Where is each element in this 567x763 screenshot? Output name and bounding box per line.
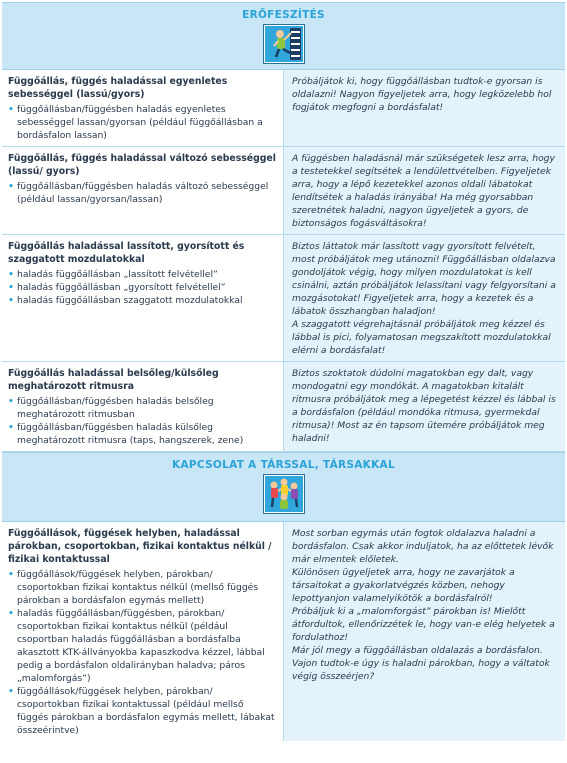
exercise-cell xyxy=(2,147,284,234)
instruction-cell xyxy=(284,235,565,361)
instruction-text: Különösen ügyeljetek arra, hogy ne zavarjátok a társaitokat a gyakorlatvégzés közben, nehogy lepottyanjon valamelyikötök a bordásfalról! xyxy=(292,567,515,604)
instruction-text: A szaggatott végrehajtásnál próbáljátok meg kézzel és lábbal is pici, folyamatosan megszakított mozdulatokkal elérni a bordásfalat! xyxy=(292,319,551,356)
exercise-list xyxy=(8,568,277,737)
instruction-cell xyxy=(284,522,565,741)
exercise-list xyxy=(8,103,277,142)
climbing-wall-icon xyxy=(263,24,305,64)
list-item: • függőállásban/függésben haladás egyenletes sebességgel lassan/gyorsan (például függőállásban a bordásfalon lassan) xyxy=(8,103,277,142)
instruction-cell xyxy=(284,70,565,146)
list-item: • függőállásban/függésben haladás belsőleg meghatározott ritmusban xyxy=(8,395,277,421)
list-item: • függőállásban/függésben haladás külsőleg meghatározott ritmusra (taps, hangszerek, zene) xyxy=(8,421,277,447)
list-item: • haladás függőállásban szaggatott mozdulatokkal xyxy=(8,294,277,307)
table-row xyxy=(2,362,565,452)
section-title: KAPCSOLAT A TÁRSSAL, TÁRSAKKAL xyxy=(172,459,395,471)
instruction-text: Biztos láttatok már lassított vagy gyorsított felvételt, most próbáljátok meg utánozni! Függőállásban oldalazva gondoljátok végig, hogy milyen mozdulatokat is kell csinálni, aztán próbáljátok lelassítani vagy felgyorsítani a mozgásotokat! Figyeljetek arra, hogy a kezetek és a lábatok összhangban haladjon! xyxy=(292,241,556,317)
instruction-text: Már jól megy a függőállásban oldalazás a bordásfalon. Vajon tudtok-e úgy is haladni párokban, hogy a váltatok végig összeérjen? xyxy=(292,645,550,682)
instruction-text: A függésben haladásnál már szükségetek lesz arra, hogy a testetekkel segítsétek a lendülettvételben. Figyeljetek arra, hogy a lépő kezetekkel azonos oldali lábatokat lendítsétek a haladás irányába! Ha még gyorsabban szeretnétek haladni, nagyon ügyeljetek a gyors, de biztonságos fogásváltásokra! xyxy=(292,153,555,229)
instruction-text: Próbáljuk ki a „malomforgást” párokban is! Mielőtt átfordultok, ellenőrizzétek le, hogy van-e elég helyetek a fordulathoz! xyxy=(292,606,555,643)
list-item: • haladás függőállásban „lassított felvétellel” xyxy=(8,268,277,281)
list-item: • függőállások/függések helyben, párokban/ csoportokban fizikai kontaktussal (például mellső függés párokban a bordásfalon egymás mellett, lábakat összeérintve) xyxy=(8,685,277,737)
group-of-children-icon xyxy=(263,474,305,514)
exercise-list xyxy=(8,180,277,206)
instruction-cell xyxy=(284,362,565,451)
list-item: • függőállásban/függésben haladás változó sebességgel (például lassan/gyorsan/lassan) xyxy=(8,180,277,206)
instruction-text: Most sorban egymás után fogtok oldalazva haladni a bordásfalon. Csak akkor induljatok, ha az előttetek lévők már elmentek előletek. xyxy=(292,528,554,565)
exercise-cell xyxy=(2,70,284,146)
exercise-list xyxy=(8,395,277,447)
list-item: • haladás függőállásban „gyorsított felvétellel” xyxy=(8,281,277,294)
table-row xyxy=(2,147,565,235)
exercise-title: Függőállások, függések helyben, haladással párokban, csoportokban, fizikai kontaktus nélkül / fizikai kontaktussal xyxy=(8,528,272,565)
table-row xyxy=(2,235,565,362)
list-item: • haladás függőállásban/függésben, párokban/ csoportokban fizikai kontaktus nélkül (például csoportban haladás függőállásban a bordásfalba akasztott KTK-állványokba kapaszkodva kézzel, lábbal pedig a bordásfalon oldalirányban haladva; páros „malomforgás”) xyxy=(8,607,277,685)
instruction-text: Biztos szoktatok dúdolni magatokban egy dalt, vagy mondogatni egy mondókát. A magatokban kitalált ritmusra próbáljátok meg a lépegetést kézzel és lábbal is a bordásfalon (például mondóka ritmusa, gyermekdal ritmusa)! Most az én tapsom ütemére próbáljátok meg haladni! xyxy=(292,368,556,444)
exercise-cell xyxy=(2,522,284,741)
exercise-cell xyxy=(2,362,284,451)
section-header-partners xyxy=(2,452,565,522)
exercise-title: Függőállás, függés haladással változó sebességgel (lassú/ gyors) xyxy=(8,153,276,177)
exercise-title: Függőállás haladással lassított, gyorsított és szaggatott mozdulatokkal xyxy=(8,241,245,265)
instruction-text: Próbáljátok ki, hogy függőállásban tudtok-e gyorsan is oldalazni! Nagyon figyeljetek arra, hogy legközelebb hol fogjátok megfogni a bordásfalat! xyxy=(292,76,552,113)
table-row xyxy=(2,522,565,741)
section-header-effort xyxy=(2,2,565,70)
list-item: • függőállások/függések helyben, párokban/ csoportokban fizikai kontaktus nélkül (mellső függés párokban a bordásfalon egymás mellett) xyxy=(8,568,277,607)
exercise-cell xyxy=(2,235,284,361)
section-title: ERŐFESZÍTÉS xyxy=(242,9,325,21)
exercise-title: Függőállás haladással belsőleg/külsőleg meghatározott ritmusra xyxy=(8,368,219,392)
table-row xyxy=(2,70,565,147)
exercise-title: Függőállás, függés haladással egyenletes sebességgel (lassú/gyors) xyxy=(8,76,228,100)
instruction-cell xyxy=(284,147,565,234)
exercise-list xyxy=(8,268,277,307)
